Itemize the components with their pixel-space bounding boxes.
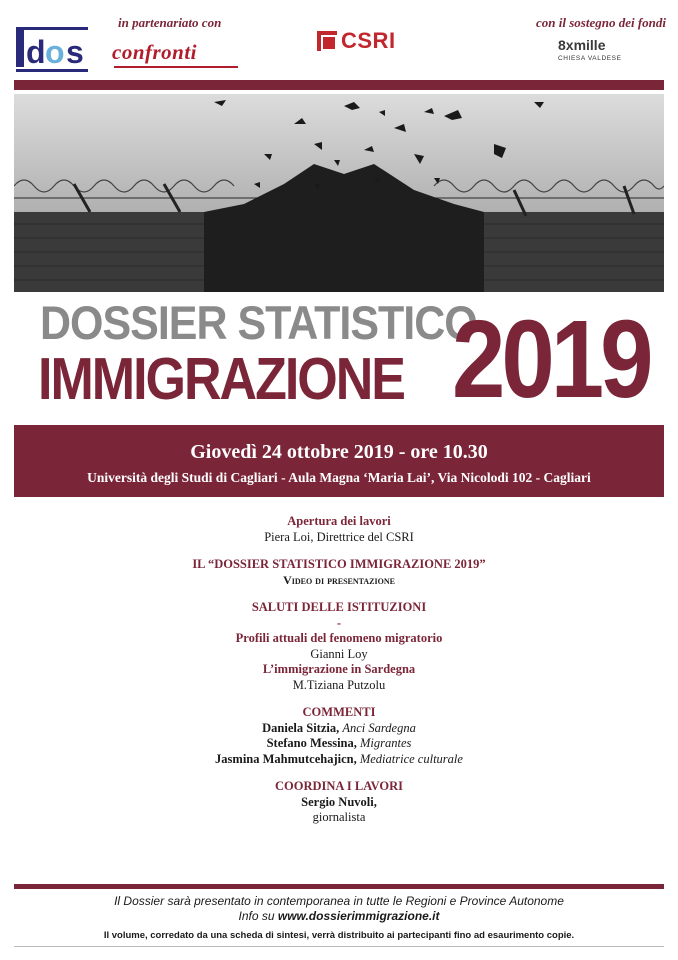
ottox-mille-logo: [558, 38, 630, 62]
event-date-band: [14, 425, 664, 497]
ottox-mille-logo-text: 8xmille: [558, 37, 606, 53]
svg-text:d: d: [26, 34, 46, 70]
partner-label: in partenariato con: [118, 15, 222, 30]
spacer: [14, 693, 664, 705]
footer-presentation-note: Il Dossier sarà presentato in contemporanea in tutte le Regioni e Province Autonome: [114, 894, 564, 908]
footer-divider: [14, 946, 664, 947]
csri-logo-text: CSRI: [341, 28, 396, 53]
svg-text:s: s: [66, 34, 84, 70]
footer-distribution-note: Il volume, corredato da una scheda di sintesi, verrà distribuito ai partecipanti fino ad esaurimento copie.: [103, 930, 575, 941]
spacer: [14, 545, 664, 557]
event-venue: Università degli Studi di Cagliari - Aula Magna ‘Maria Lai’, Via Nicolodi 102 - Cagliari: [87, 470, 591, 485]
comment-org: Migrantes: [360, 736, 412, 750]
dossier-subtitle: Video di presentazione: [283, 572, 395, 587]
dossier-title: IL “DOSSIER STATISTICO IMMIGRAZIONE 2019”: [192, 557, 486, 571]
fund-label: con il sostegno dei fondi: [535, 15, 666, 30]
talk1-title: Profili attuali del fenomeno migratorio: [235, 631, 443, 645]
spacer: [14, 588, 664, 600]
opening-speaker: Piera Loi, Direttrice del CSRI: [264, 529, 414, 544]
comment-line: [14, 752, 664, 768]
separator-dash: -: [336, 615, 342, 630]
bottom-accent-rule: [14, 884, 664, 889]
footer: [14, 894, 664, 942]
comment-name: Daniela Sitzia,: [262, 720, 340, 735]
idos-logo: [16, 27, 88, 73]
event-date: Giovedì 24 ottobre 2019 - ore 10.30: [190, 441, 488, 463]
comment-org: Anci Sardegna: [342, 720, 416, 735]
title-block: [14, 295, 664, 425]
title-year: 2019: [452, 298, 650, 422]
chiesa-valdese-text: CHIESA VALDESE: [558, 55, 622, 62]
comment-line: [14, 736, 664, 752]
top-accent-band: [14, 80, 664, 90]
moderator-title: COORDINA I LAVORI: [274, 779, 403, 793]
website-link[interactable]: www.dossierimmigrazione.it: [277, 909, 440, 923]
confronti-logo-underline: [114, 66, 238, 68]
header: [0, 0, 678, 80]
cover-photo-birds-over-wall: [14, 94, 664, 292]
comments-title: COMMENTI: [302, 705, 376, 719]
confronti-logo-text: confronti: [112, 40, 198, 64]
talk2-speaker: M.Tiziana Putzolu: [292, 677, 386, 692]
csri-mark-icon: [317, 31, 337, 51]
greetings-title: SALUTI DELLE ISTITUZIONI: [251, 600, 427, 614]
moderator-name: Sergio Nuvoli,: [301, 794, 377, 809]
talk1-speaker: Gianni Loy: [310, 646, 368, 661]
svg-text:o: o: [45, 34, 65, 70]
birds-over-wall-illustration: [14, 94, 664, 292]
spacer: [14, 767, 664, 779]
confronti-logo: [112, 40, 197, 65]
csri-logo: [317, 28, 396, 54]
comment-name: Stefano Messina,: [266, 736, 357, 750]
footer-info: [14, 909, 664, 924]
title-immigrazione: IMMIGRAZIONE: [38, 346, 404, 413]
comment-org: Mediatrice culturale: [359, 751, 463, 766]
comment-name: Jasmina Mahmutcehajicn,: [215, 751, 357, 766]
moderator-role: giornalista: [312, 810, 366, 824]
comment-line: [14, 721, 664, 737]
event-program: [14, 514, 664, 826]
opening-title: Apertura dei lavori: [287, 514, 391, 528]
talk2-title: L’immigrazione in Sardegna: [262, 662, 416, 676]
title-dossier-statistico: DOSSIER STATISTICO: [40, 297, 477, 350]
footer-info-prefix: Info su: [238, 909, 275, 923]
